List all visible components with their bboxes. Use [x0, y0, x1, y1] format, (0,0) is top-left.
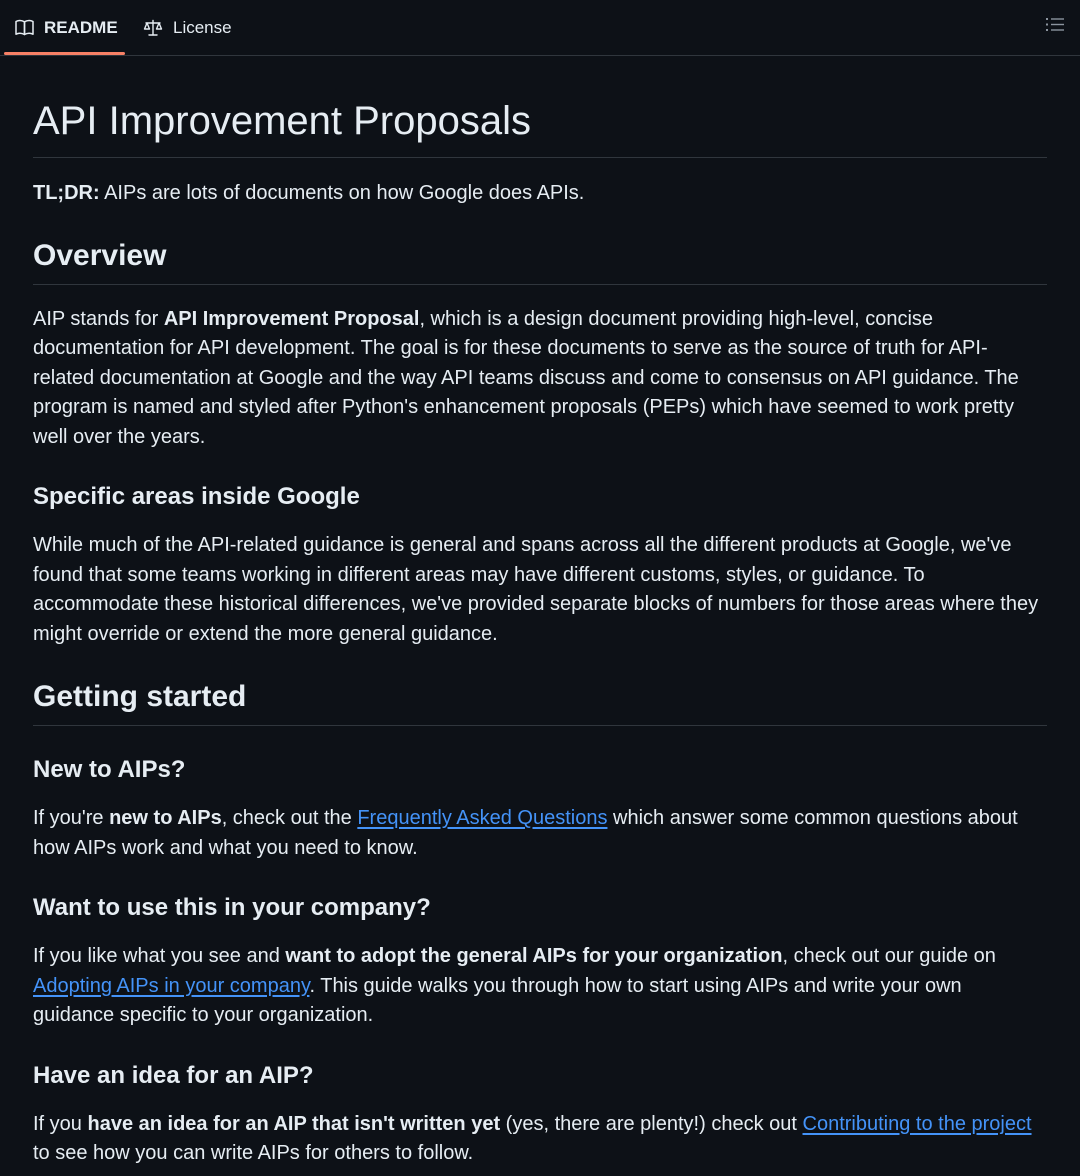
list-unordered-icon — [1046, 17, 1064, 37]
tldr-paragraph — [33, 179, 1047, 209]
idea-text-a: If you — [33, 1112, 88, 1135]
book-icon — [14, 18, 34, 38]
new-text-d: which answer some common questions about how AIPs work and what you need to know. — [33, 807, 1018, 859]
overview-paragraph — [33, 305, 1047, 453]
new-text-c: , check out the — [221, 807, 358, 829]
new-text-bold: new to AIPs — [109, 807, 222, 829]
tab-readme-label: README — [44, 17, 118, 37]
new-text-a: If you're — [33, 807, 110, 829]
heading-new-to-aips: New to AIPs? — [33, 756, 186, 783]
idea-paragraph — [33, 1110, 1047, 1169]
tldr-text: AIPs are lots of documents on how Google does APIs. — [99, 182, 585, 204]
law-scale-icon — [143, 18, 163, 38]
heading-specific-areas: Specific areas inside Google — [33, 483, 360, 510]
company-text-d: . This guide walks you through how to start using AIPs and write your own guidance specific to your organization. — [33, 974, 962, 1026]
tab-license[interactable] — [143, 0, 232, 55]
company-text-a: If you like what you see and — [33, 945, 286, 967]
faq-link[interactable]: Frequently Asked Questions — [357, 807, 608, 829]
readme-tab-bar — [0, 0, 1080, 56]
overview-text-bold: API Improvement Proposal — [163, 307, 420, 330]
idea-text-bold: have an idea for an AIP that isn't written yet — [87, 1112, 501, 1135]
readme-content — [33, 56, 1047, 1169]
heading-idea: Have an idea for an AIP? — [33, 1061, 314, 1089]
tldr-label: TL;DR: — [33, 182, 100, 204]
adopting-aips-link[interactable]: Adopting AIPs in your company — [33, 974, 310, 997]
overview-text-a: AIP stands for — [33, 307, 164, 330]
outline-button[interactable] — [1040, 14, 1070, 40]
idea-text-d: to see how you can write AIPs for others to follow. — [33, 1142, 474, 1164]
page-title: API Improvement Proposals — [33, 97, 1047, 158]
heading-getting-started: Getting started — [33, 679, 1047, 726]
contributing-link[interactable]: Contributing to the project — [802, 1112, 1032, 1135]
idea-text-c: (yes, there are plenty!) check out — [500, 1112, 803, 1135]
company-paragraph — [33, 942, 1047, 1031]
overview-text-c: , which is a design document providing high-level, concise documentation for API development. The goal is for these documents to serve as the source of truth for API-related documentation at Google and the way API teams discuss and come to consensus on API guidance. The program is named and styled after Python's enhancement proposals (PEPs) which have seemed to work pretty well over the years. — [33, 307, 1019, 448]
tab-license-label: License — [173, 17, 232, 37]
heading-overview: Overview — [33, 238, 1047, 285]
tab-readme[interactable] — [14, 0, 118, 55]
active-tab-underline — [4, 52, 125, 55]
company-text-bold: want to adopt the general AIPs for your organization — [285, 945, 783, 967]
heading-company: Want to use this in your company? — [33, 894, 431, 921]
specific-areas-paragraph: While much of the API-related guidance is general and spans across all the different products at Google, we've found that some teams working in different areas may have different customs, styles, or guidance. To accommodate these historical differences, we've provided separate blocks of numbers for those areas where they might override or extend the more general guidance. — [33, 534, 1039, 645]
new-to-aips-paragraph — [33, 804, 1047, 863]
company-text-c: , check out our guide on — [782, 945, 996, 967]
